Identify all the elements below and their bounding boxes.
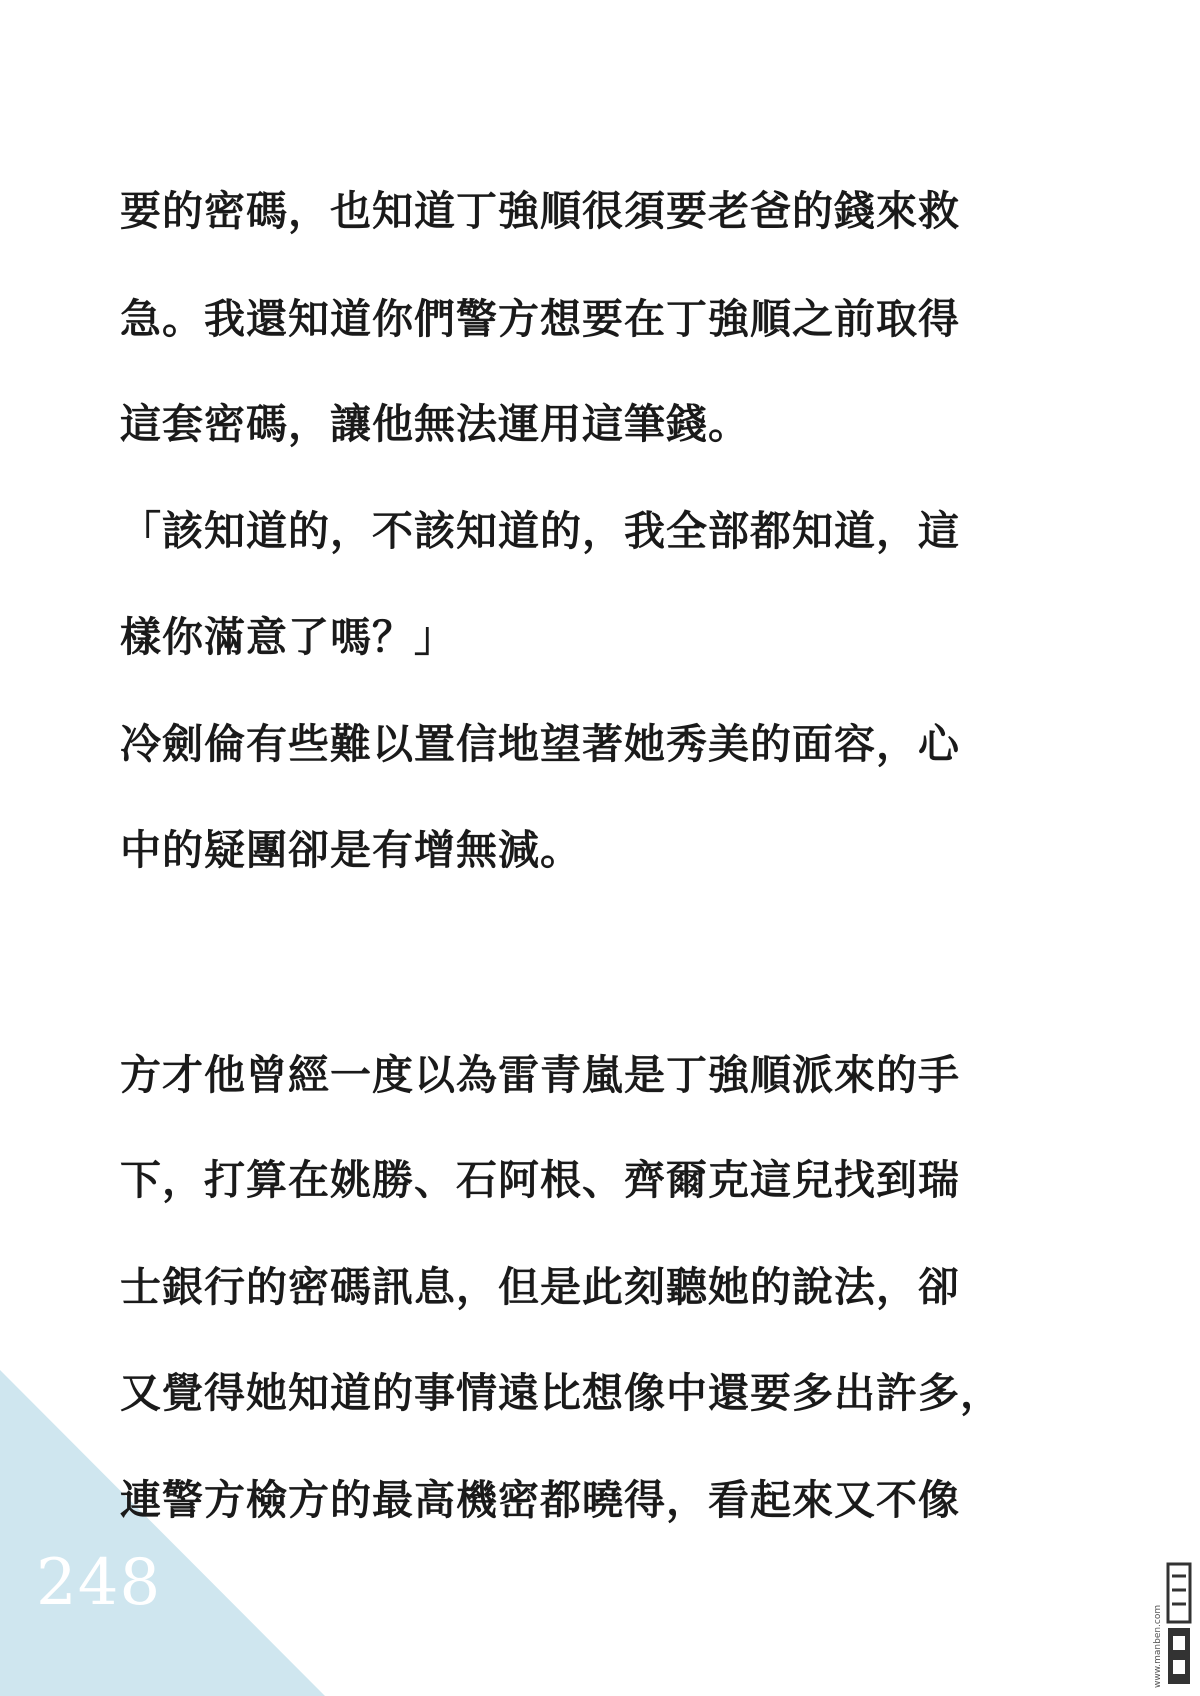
watermark-logo bbox=[1150, 1560, 1194, 1690]
text-line: 冷劍倫有些難以置信地望著她秀美的面容，心 bbox=[120, 720, 960, 768]
text-line: 方才他曾經一度以為雷青嵐是丁強順派來的手 bbox=[120, 1051, 960, 1099]
text-line: 連警方檢方的最高機密都曉得，看起來又不像 bbox=[120, 1476, 960, 1524]
text-line: 這套密碼，讓他無法運用這筆錢。 bbox=[120, 400, 750, 448]
text-line: 中的疑團卻是有增無減。 bbox=[120, 826, 582, 874]
text-line: 士銀行的密碼訊息，但是此刻聽她的說法，卻 bbox=[120, 1263, 960, 1311]
text-line: 樣你滿意了嗎？」 bbox=[120, 613, 456, 661]
text-line: 急。我還知道你們警方想要在丁強順之前取得 bbox=[120, 295, 960, 343]
text-line: 「該知道的，不該知道的，我全部都知道，這 bbox=[120, 507, 960, 555]
text-line: 下，打算在姚勝、石阿根、齊爾克這兒找到瑞 bbox=[120, 1156, 960, 1204]
page-number: 248 bbox=[36, 1546, 162, 1620]
text-line: 要的密碼，也知道丁強順很須要老爸的錢來救 bbox=[120, 187, 960, 235]
watermark-url: www.manben.com bbox=[1153, 1604, 1163, 1688]
text-line: 又覺得她知道的事情遠比想像中還要多出許多， bbox=[120, 1369, 1002, 1417]
